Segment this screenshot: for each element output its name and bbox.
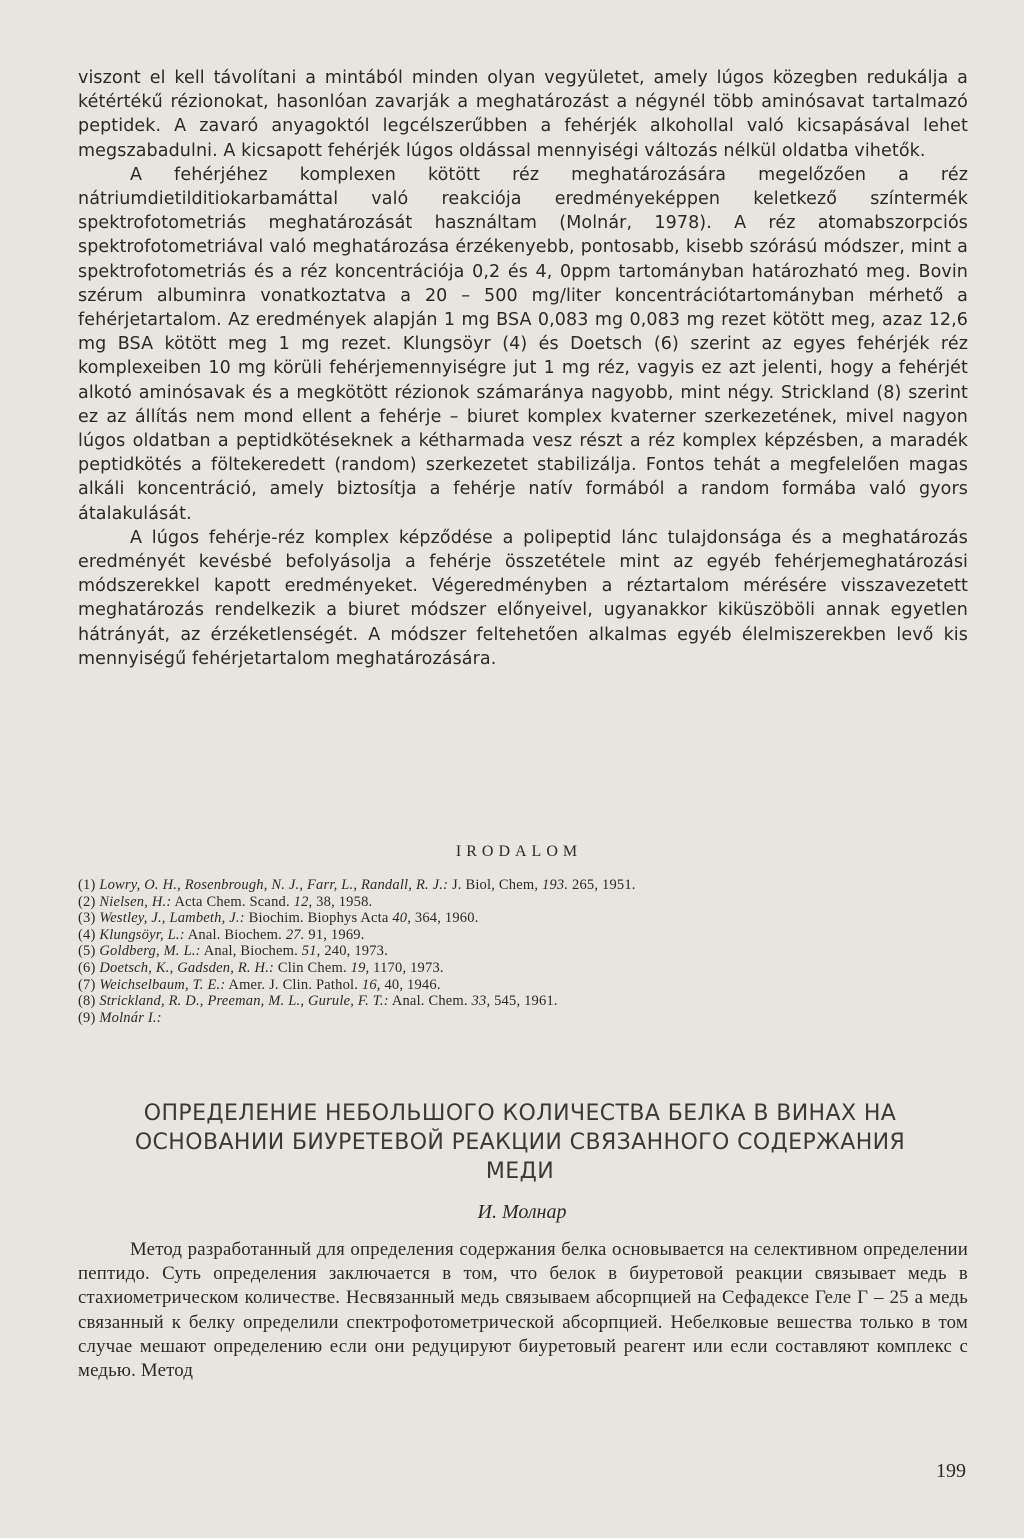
reference-item: (2) Nielsen, H.: Acta Chem. Scand. 12, 38, 1958. xyxy=(78,893,373,910)
reference-item: (3) Westley, J., Lambeth, J.: Biochim. Biophys Acta 40, 364, 1960. xyxy=(78,910,479,927)
reference-item: (8) Strickland, R. D., Preeman, M. L., Gurule, F. T.: Anal. Chem. 33, 545, 1961. xyxy=(78,993,558,1010)
reference-item: (7) Weichselbaum, T. E.: Amer. J. Clin. Pathol. 16, 40, 1946. xyxy=(78,976,441,993)
reference-item: (5) Goldberg, M. L.: Anal, Biochem. 51, 240, 1973. xyxy=(78,943,388,960)
russian-summary-text: Метод разработанный для определения содержания белка основывается на селективном определении пептидо. Суть определения заключается в том, что белок в биуретовой реакции связывает медь в стахиометрическом количестве. Несвязанный медь связываем абсорпцией на Сефадексе Геле Г – 25 а медь связанный к белку определили спектрофотометрической абсорпцией. Небелковые вешества только в том случае мешают определению если они редуцируют биуретовый реагент или если составляют комплекс с медью. Метод xyxy=(78,1239,968,1382)
paragraph-1: viszont el kell távolítani a mintából minden olyan vegyületet, amely lúgos közegben redukálja a kétértékű rézionokat, hasonlóan zavarják a meghatározást a négynél több aminósavat tartalmazó peptidek. A zavaró anyagoktól legcélszerűbben a fehérjék alkohollal való kicsapásával lehet megszabadulni. A kicsapott fehérjék lúgos oldással mennyiségi változás nélkül oldatba vihetők. xyxy=(78,68,968,161)
reference-item: (6) Doetsch, K., Gadsden, R. H.: Clin Chem. 19, 1170, 1973. xyxy=(78,959,444,976)
reference-item: (1) Lowry, O. H., Rosenbrough, N. J., Farr, L., Randall, R. J.: J. Biol, Chem, 193. 265, 1951. xyxy=(78,877,636,893)
paragraph-3: A lúgos fehérje-réz komplex képződése a polipeptid lánc tulajdonsága és a meghatározás eredményét kevésbé befolyásolja a fehérje összetétele mint az egyéb fehérjemeghatározási módszerekkel kapott eredményeket. Végeredményben a réztartalom mérésére visszavezetett meghatározás rendelkezik a biuret módszer előnyeivel, ugyanakkor kiküszöböli annak egyetlen hátrányát, az érzéketlenségét. A módszer feltehetően alkalmas egyéb élelmiszerekben levő kis mennyiségű fehérjetartalom meghatározására. xyxy=(78,527,968,669)
paragraph-2: A fehérjéhez komplexen kötött réz meghatározására megelőzően a réz nátriumdietilditiokarbamáttal való reakciója eredményeképpen keletkező színtermék spektrofotometriás meghatározását használtam (Molnár, 1978). A réz atomabszorpciós spektrofotometriával való meghatározása érzékenyebb, pontosabb, kisebb szórású módszer, mint a spektrofotometriás és a réz koncentrációja 0,2 és 4, 0ppm tartományban határozható meg. Bovin szérum albuminra vonatkoztatva a 20 – 500 mg/liter koncentrációtartományban mérhető a fehérjetartalom. Az eredmények alapján 1 mg BSA 0,083 mg 0,083 mg rezet kötött meg, azaz 12,6 mg BSA kötött meg 1 mg rezet. Klungsöyr (4) és Doetsch (6) szerint az egyes fehérjék réz komplexeiben 10 mg körüli fehérjemennyiségre jut 1 mg réz, vagyis ez azt jelenti, hogy a fehérjét alkotó aminósavak és a megkötött rézionok számaránya nagyobb, mint négy. Strickland (8) szerint ez az állítás nem mond ellent a fehérje – biuret komplex kvaterner szerkezetének, mivel nagyon lúgos oldatban a peptidkötéseknek a kétharmada vesz részt a réz komplex képzésben, a maradék peptidkötés a föltekeredett (random) szerkezetet stabilizálja. Fontos tehát a megfelelően magas alkáli koncentráció, amely biztosítja a fehérje natív formából a random formába való gyors átalakulását. xyxy=(78,164,968,524)
reference-item: (4) Klungsöyr, L.: Anal. Biochem. 27. 91, 1969. xyxy=(78,926,365,943)
russian-title xyxy=(60,1099,980,1186)
body-text xyxy=(78,66,968,671)
reference-list xyxy=(78,877,968,1026)
russian-summary xyxy=(78,1238,968,1383)
references-heading: IRODALOM xyxy=(455,843,583,860)
page-number: 199 xyxy=(936,1460,966,1482)
russian-author: И. Молнар xyxy=(477,1201,567,1223)
reference-item: (9) Molnár I.: xyxy=(78,1009,162,1026)
russian-title-line-3: МЕДИ xyxy=(485,1159,555,1184)
russian-title-line-1: ОПРЕДЕЛЕНИЕ НЕБОЛЬШОГО КОЛИЧЕСТВА БЕЛКА В ВИНАХ НА xyxy=(143,1101,897,1126)
russian-title-line-2: ОСНОВАНИИ БИУРЕТЕВОЙ РЕАКЦИИ СВЯЗАННОГО СОДЕРЖАНИЯ xyxy=(134,1130,906,1155)
